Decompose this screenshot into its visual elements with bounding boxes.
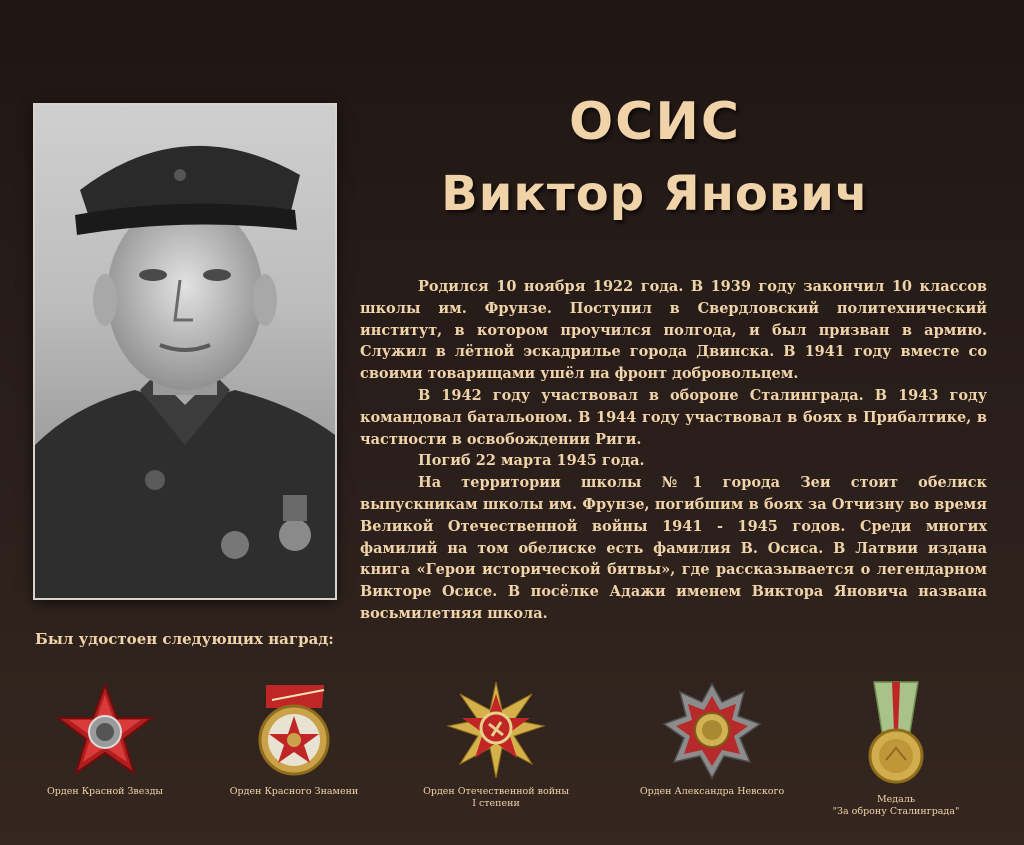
awards-title: Был удостоен следующих наград:	[35, 630, 334, 648]
biography-paragraph: В 1942 году участвовал в обороне Сталинграда. В 1943 году командовал батальоном. В 1944 году участвовал в боях в Прибалтике, в частности в освобождении Риги.	[360, 386, 987, 448]
given-names-heading: Виктор Янович	[441, 166, 869, 222]
award-label: Орден Красного Знамени	[229, 786, 359, 797]
award-label-line2: "За оброну Сталинграда"	[832, 806, 960, 817]
award-stalingrad-medal	[806, 680, 986, 818]
alexander-nevsky-order-icon	[662, 680, 762, 780]
biography-paragraph: На территории школы №1 города Зеи стоит обелиск выпускникам школы им. Фрунзе, погибшим в боях за Отчизну во время Великой Отечественной войны 1941 - 1945 годов. Среди многих фамилий на том обелиске есть фамилия В. Осиса. В Латвии издана книга «Герои исторической битвы», где рассказывается о легендарном Викторе Осисе. В посёлке Адажи именем Виктора Яновича названа восьмилетняя школа.	[360, 474, 987, 622]
award-label-line1: Медаль	[876, 794, 916, 805]
biography-paragraph: Родился 10 ноября 1922 года. В 1939 году закончил 10 классов школы им. Фрунзе. Поступил в Свердловский политехнический институт, в котором проучился полгода, и был призван в армию. Служил в лётной эскадрилье города Двинска. В 1941 году вместе со своими товарищами ушёл на фронт добровольцем.	[360, 278, 987, 383]
red-banner-order-icon	[244, 680, 344, 780]
surname-heading: ОСИС	[568, 92, 742, 152]
award-label-line2: I степени	[472, 798, 520, 809]
biography-paragraph: Погиб 22 марта 1945 года.	[418, 452, 645, 470]
portrait-photo	[35, 105, 335, 598]
award-label: Орден Красной Звезды	[47, 786, 163, 797]
award-red-banner	[204, 680, 384, 798]
red-star-order-icon	[55, 680, 155, 780]
award-label: Орден Александра Невского	[639, 786, 785, 797]
stalingrad-medal-icon	[846, 680, 946, 788]
award-label-line1: Орден Отечественной войны	[423, 786, 569, 797]
award-patriotic-war	[406, 680, 586, 810]
award-alexander-nevsky	[622, 680, 802, 798]
patriotic-war-order-icon	[446, 680, 546, 780]
award-red-star	[15, 680, 195, 798]
biography-text	[360, 276, 987, 625]
